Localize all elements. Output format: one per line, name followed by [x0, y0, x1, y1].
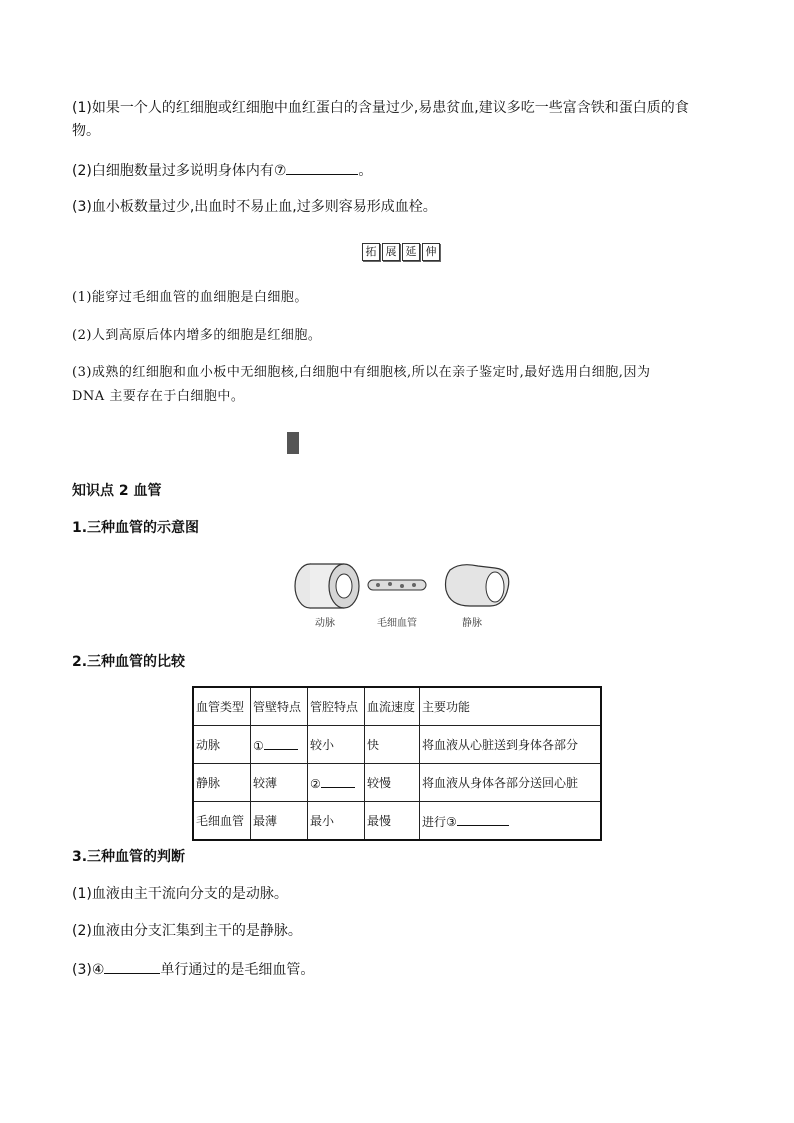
paragraph-anemia-line2: 物。 — [72, 123, 100, 139]
judgement-item-2: (2)血液由分支汇集到主干的是静脉。 — [72, 923, 302, 939]
paragraph-anemia-line1: (1)如果一个人的红细胞或红细胞中血红蛋白的含量过少,易患贫血,建议多吃一些富含铁和蛋白质的食 — [72, 100, 689, 116]
fill-blank-2[interactable] — [321, 774, 355, 788]
extension-item-2: (2)人到高原后体内增多的细胞是红细胞。 — [72, 328, 322, 343]
table-cell: 将血液从心脏送到身体各部分 — [420, 726, 602, 764]
table-cell: 将血液从身体各部分送回心脏 — [420, 764, 602, 802]
tag-char: 拓 — [362, 243, 380, 261]
header-cell: 血管类型 — [193, 687, 251, 726]
tag-char: 伸 — [422, 243, 440, 261]
table-cell: 较薄 — [251, 764, 308, 802]
judgement-3-suffix: 单行通过的是毛细血管。 — [160, 962, 315, 978]
extension-item-3-line2: DNA 主要存在于白细胞中。 — [72, 389, 245, 404]
blank-number: ② — [310, 777, 321, 791]
subheading-judgement: 3.三种血管的判断 — [72, 849, 186, 865]
section-marker — [287, 432, 299, 454]
subheading-diagram: 1.三种血管的示意图 — [72, 520, 200, 536]
table-cell: 静脉 — [193, 764, 251, 802]
judgement-3-prefix: (3)④ — [72, 962, 105, 978]
table-row — [193, 726, 601, 764]
table-cell: 最薄 — [251, 802, 308, 841]
extension-tag — [362, 243, 440, 261]
blood-vessel-figure — [290, 560, 520, 630]
table-row — [193, 764, 601, 802]
judgement-item-1: (1)血液由主干流向分支的是动脉。 — [72, 886, 288, 902]
table-cell: 较慢 — [365, 764, 420, 802]
table-cell: 毛细血管 — [193, 802, 251, 841]
artery-drawing — [295, 564, 359, 608]
extension-item-3-line1: (3)成熟的红细胞和血小板中无细胞核,白细胞中有细胞核,所以在亲子鉴定时,最好选用白细胞,因为 — [72, 365, 651, 380]
white-cells-end: 。 — [358, 163, 373, 179]
blank-number: ① — [253, 739, 264, 753]
fill-blank-4[interactable] — [104, 957, 160, 974]
header-cell: 管壁特点 — [251, 687, 308, 726]
table-cell: 较小 — [308, 726, 365, 764]
vein-drawing — [446, 565, 509, 606]
blank-number: 进行③ — [422, 814, 457, 829]
capillary-drawing — [368, 580, 426, 590]
white-cells-text: (2)白细胞数量过多说明身体内有⑦ — [72, 163, 287, 179]
label-capillary: 毛细血管 — [377, 618, 417, 629]
vessel-illustration — [290, 560, 520, 612]
extension-item-1: (1)能穿过毛细血管的血细胞是白细胞。 — [72, 290, 308, 305]
tag-char: 延 — [402, 243, 420, 261]
table-cell-blank — [308, 764, 365, 802]
table-header-row — [193, 687, 601, 726]
label-vein: 静脉 — [462, 618, 482, 629]
header-cell: 管腔特点 — [308, 687, 365, 726]
paragraph-white-cells — [72, 158, 372, 182]
tag-char: 展 — [382, 243, 400, 261]
section-heading: 知识点 2 血管 — [72, 483, 162, 499]
table-cell: 最慢 — [365, 802, 420, 841]
subheading-comparison: 2.三种血管的比较 — [72, 654, 186, 670]
table-cell: 最小 — [308, 802, 365, 841]
table-cell: 快 — [365, 726, 420, 764]
label-artery: 动脉 — [315, 618, 335, 629]
table-cell: 动脉 — [193, 726, 251, 764]
fill-blank-3[interactable] — [457, 812, 509, 826]
table-row — [193, 802, 601, 841]
header-cell: 血流速度 — [365, 687, 420, 726]
fill-blank-1[interactable] — [264, 736, 298, 750]
judgement-item-3 — [72, 957, 314, 981]
table-cell-blank — [251, 726, 308, 764]
table-cell-blank — [420, 802, 602, 841]
header-cell: 主要功能 — [420, 687, 602, 726]
vessel-comparison-table — [192, 686, 602, 841]
paragraph-platelets: (3)血小板数量过少,出血时不易止血,过多则容易形成血栓。 — [72, 199, 437, 215]
fill-blank-7[interactable] — [286, 158, 358, 175]
